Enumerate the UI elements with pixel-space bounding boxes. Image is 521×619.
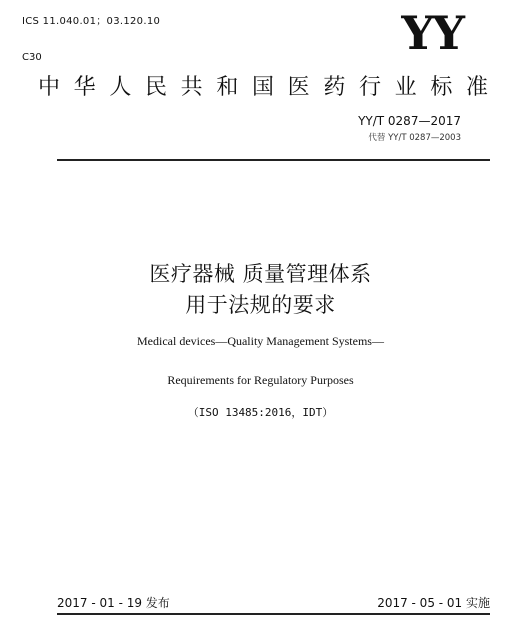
ics-code: ICS 11.040.01；03.120.10	[22, 16, 161, 27]
bottom-divider	[57, 613, 490, 615]
standard-number: YY/T 0287—2017	[358, 114, 461, 128]
top-divider	[57, 159, 490, 161]
english-title-line-1: Medical devices—Quality Management Systems—	[137, 334, 384, 348]
english-title-line-2: Requirements for Regulatory Purposes	[167, 373, 354, 387]
chinese-title-line-1: 医疗器械 质量管理体系	[149, 262, 372, 286]
yy-logo: YY	[401, 6, 463, 60]
replaces-standard: 代替 YY/T 0287—2003	[368, 133, 461, 143]
standard-type-title: 中华人民共和国医药行业标准	[38, 75, 490, 100]
adoption-note: （ISO 13485:2016，IDT）	[187, 406, 334, 419]
chinese-title-line-2: 用于法规的要求	[185, 293, 336, 317]
implement-date: 2017 - 05 - 01 实施	[377, 596, 490, 610]
publish-date: 2017 - 01 - 19 发布	[57, 596, 170, 610]
ccs-code: C30	[22, 52, 42, 63]
